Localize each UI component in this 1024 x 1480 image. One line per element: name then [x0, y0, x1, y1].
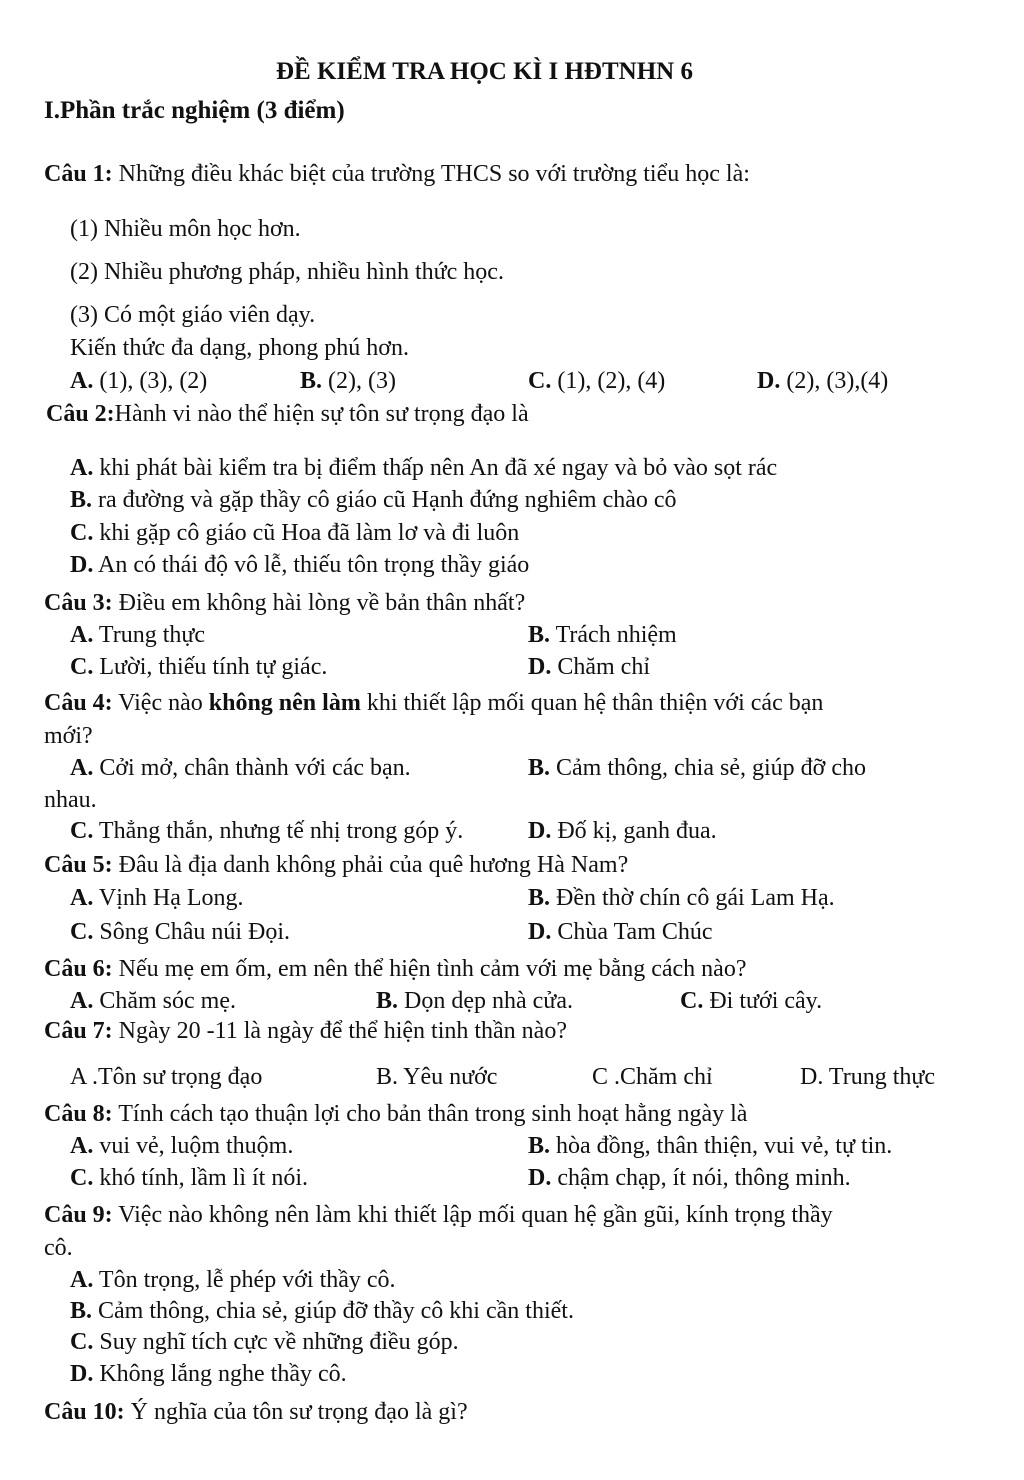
exam-title: ĐỀ KIỂM TRA HỌC KÌ I HĐTNHN 6 [276, 58, 693, 85]
q2-option-c: C. khi gặp cô giáo cũ Hoa đã làm lơ và đi luôn [70, 520, 520, 546]
q6-option-a: A. Chăm sóc mẹ. [70, 988, 236, 1014]
question-text: Ngày 20 -11 là ngày để thể hiện tinh thần nào? [112, 1018, 567, 1044]
question-label: Câu 2: [46, 401, 115, 427]
q8-option-d: D. chậm chạp, ít nói, thông minh. [528, 1165, 851, 1191]
q2-option-a: A. khi phát bài kiểm tra bị điểm thấp nên An đã xé ngay và bỏ vào sọt rác [70, 455, 778, 481]
q1-item-4: Kiến thức đa dạng, phong phú hơn. [70, 335, 409, 361]
q3-option-c: C. Lười, thiếu tính tự giác. [70, 654, 328, 680]
question-4-cont: mới? [44, 723, 93, 749]
q8-option-a: A. vui vẻ, luộm thuộm. [70, 1133, 294, 1159]
question-3 [44, 591, 525, 615]
q1-option-c: C. (1), (2), (4) [528, 368, 666, 394]
q5-option-a: A. Vịnh Hạ Long. [70, 885, 244, 911]
q8-option-b: B. hòa đồng, thân thiện, vui vẻ, tự tin. [528, 1133, 893, 1159]
q2-option-b: B. ra đường và gặp thầy cô giáo cũ Hạnh đứng nghiêm chào cô [70, 487, 677, 513]
question-label: Câu 6: [44, 956, 113, 982]
question-8 [44, 1102, 747, 1126]
question-text: Hành vi nào thể hiện sự tôn sư trọng đạo là [114, 401, 529, 427]
question-2 [46, 402, 529, 426]
q6-option-b: B. Dọn dẹp nhà cửa. [376, 988, 573, 1014]
question-text: Ý nghĩa của tôn sư trọng đạo là gì? [124, 1399, 468, 1425]
question-text: Nếu mẹ em ốm, em nên thể hiện tình cảm với mẹ bằng cách nào? [112, 956, 747, 982]
q1-item-3: (3) Có một giáo viên dạy. [70, 302, 316, 328]
q7-option-b: B. Yêu nước [376, 1064, 498, 1090]
q4-option-b: B. Cảm thông, chia sẻ, giúp đỡ cho [528, 755, 866, 781]
question-9 [44, 1203, 833, 1227]
q4-option-d: D. Đố kị, ganh đua. [528, 818, 717, 844]
q3-option-a: A. Trung thực [70, 622, 206, 648]
q1-option-d: D. (2), (3),(4) [757, 368, 889, 394]
q3-option-d: D. Chăm chỉ [528, 654, 650, 680]
q1-item-1: (1) Nhiều môn học hơn. [70, 216, 301, 242]
q9-option-b: B. Cảm thông, chia sẻ, giúp đỡ thầy cô khi cần thiết. [70, 1298, 574, 1324]
q9-option-c: C. Suy nghĩ tích cực về những điều góp. [70, 1329, 459, 1355]
q6-option-c: C. Đi tưới cây. [680, 988, 823, 1014]
section-title: I.Phần trắc nghiệm (3 điểm) [44, 97, 345, 124]
q9-option-d: D. Không lắng nghe thầy cô. [70, 1361, 347, 1387]
question-1 [44, 162, 750, 186]
question-text: Đâu là địa danh không phải của quê hương Hà Nam? [112, 852, 629, 878]
question-label: Câu 7: [44, 1018, 113, 1044]
q7-option-a: A .Tôn sư trọng đạo [70, 1064, 263, 1090]
question-10 [44, 1400, 468, 1424]
question-text: Việc nào không nên làm khi thiết lập mối quan hệ gần gũi, kính trọng thầy [112, 1202, 833, 1228]
question-label: Câu 5: [44, 852, 113, 878]
question-9-cont: cô. [44, 1235, 73, 1261]
q1-option-b: B. (2), (3) [300, 368, 396, 394]
question-label: Câu 3: [44, 590, 113, 616]
q1-option-a: A. (1), (3), (2) [70, 368, 208, 394]
question-label: Câu 10: [44, 1399, 125, 1425]
q7-option-d: D. Trung thực [800, 1064, 936, 1090]
question-text: Tính cách tạo thuận lợi cho bản thân trong sinh hoạt hằng ngày là [112, 1101, 748, 1127]
q4-option-c: C. Thẳng thắn, nhưng tế nhị trong góp ý. [70, 818, 464, 844]
question-4: Câu 4: Việc nào không nên làm khi thiết lập mối quan hệ thân thiện với các bạn [44, 690, 824, 716]
question-7 [44, 1019, 567, 1043]
question-text: Những điều khác biệt của trường THCS so với trường tiểu học là: [112, 161, 750, 187]
q5-option-b: B. Đền thờ chín cô gái Lam Hạ. [528, 885, 835, 911]
question-label: Câu 1: [44, 161, 113, 187]
q2-option-d: D. An có thái độ vô lễ, thiếu tôn trọng thầy giáo [70, 552, 530, 578]
q7-option-c: C .Chăm chỉ [592, 1064, 713, 1090]
question-label: Câu 9: [44, 1202, 113, 1228]
q5-option-c: C. Sông Châu núi Đọi. [70, 919, 291, 945]
question-6 [44, 957, 746, 981]
q4-option-a: A. Cởi mở, chân thành với các bạn. [70, 755, 411, 781]
question-5 [44, 853, 628, 877]
q3-option-b: B. Trách nhiệm [528, 622, 677, 648]
question-label: Câu 8: [44, 1101, 113, 1127]
q5-option-d: D. Chùa Tam Chúc [528, 919, 713, 945]
q8-option-c: C. khó tính, lầm lì ít nói. [70, 1165, 309, 1191]
question-text: Điều em không hài lòng về bản thân nhất? [112, 590, 526, 616]
q9-option-a: A. Tôn trọng, lễ phép với thầy cô. [70, 1267, 396, 1293]
question-label: Câu 4: [44, 690, 113, 716]
q4-option-b-cont: nhau. [44, 787, 97, 813]
q1-item-2: (2) Nhiều phương pháp, nhiều hình thức học. [70, 259, 504, 285]
